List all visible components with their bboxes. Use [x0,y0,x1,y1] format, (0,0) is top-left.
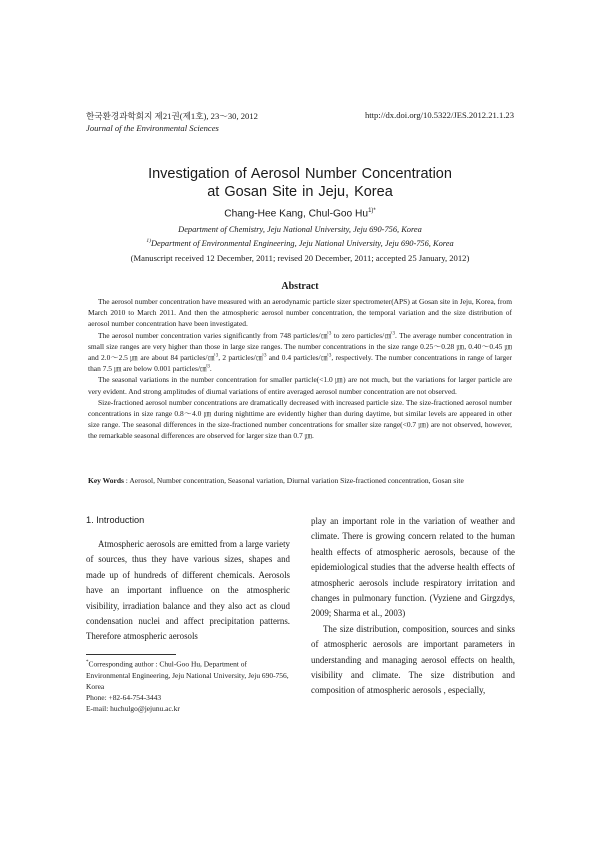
body-column-right [311,514,515,699]
author-marker: 1)* [368,208,376,214]
abstract-body [88,296,512,442]
paper-title [60,165,540,201]
footnote-author-affiliation: Corresponding author : Chul-Goo Hu, Department of Environmental Engineering, Jeju National University, Jeju 690-756, Korea [86,659,289,691]
section-heading-introduction: 1. Introduction [86,515,145,525]
body-column-left [86,537,290,645]
affiliation-1-text: Department of Chemistry, Jeju National University, Jeju 690-756, Korea [178,225,422,234]
superscript-3: 3 [207,364,210,370]
author-names: Chang-Hee Kang, Chul-Goo Hu [224,208,369,220]
keywords-text: : Aerosol, Number concentration, Seasonal variation, Diurnal variation Size-fractioned concentration, Gosan site [123,476,464,485]
running-header-left [86,110,258,134]
author-list [60,208,540,219]
manuscript-dates: (Manuscript received 12 December, 2011; revised 20 December, 2011; accepted 25 January, 2012) [130,253,470,263]
abstract-p2-part-d: , 2 particles/㎤ [218,353,264,363]
keywords-label: Key Words [88,476,124,485]
abstract-paragraph-4: Size-fractioned aerosol number concentrations are dramatically decreased with increased particle size. The size-fractioned aerosol number concentrations in size range 0.8～4.0 ㎛ during nighttime are evidently higher than during daytime, but similar levels are appeared in other size range. The seasonal differences in the size-fractioned number concentrations for smaller size range(<0.7 ㎛) are not observed, however, the remarkable seasonal differences are observed for larger size than 0.7 ㎛. [88,397,512,441]
affiliation-2-text: Department of Environmental Engineering, Jeju National University, Jeju 690-756, Korea [150,238,454,248]
footnote-marker: * [86,660,89,665]
journal-name: Journal of the Environmental Sciences [86,123,219,133]
superscript-3: 3 [328,353,332,359]
abstract-p2-part-f: , respectively. The number concentrations in range of larger than 7.5 ㎛ are below 0.001 particles/㎤ [88,353,512,374]
abstract-heading: Abstract [281,281,319,292]
affiliation-2-marker: 1) [146,238,151,244]
footnote-email[interactable]: E-mail: huchulgo@jejunu.ac.kr [86,703,180,713]
abstract-p2-part-e: and 0.4 particles/㎤ [266,353,329,363]
journal-korean-citation: 한국환경과학회지 제21권(제1호), 23～30, 2012 [86,111,258,121]
doi-link[interactable]: http://dx.doi.org/10.5322/JES.2012.21.1.23 [364,110,514,120]
intro-paragraph-1-continued: play an important role in the variation of weather and climate. There is growing concern related to the human health effects of atmospheric aerosols, because of the epidemiological studies that the adverse health effects of atmospheric aerosols include respiratory irritation and changes in pulmonary function. (Vyziene and Girgzdys, 2009; Sharma et al., 2003) [311,516,515,619]
intro-paragraph-1: Atmospheric aerosols are emitted from a large variety of sources, thus they have various sizes, shapes and made up of hundreds of different chemicals. Aerosols have an important influence on the atmospheric visibility, irradiation balance and they also act as cloud condensation nuclei and affect precipitation patterns. Therefore atmospheric aerosols [86,539,290,642]
abstract-p2-part-c: . The average number concentration in small size ranges are very higher than those in large size ranges. The number concentrations in the size range 0.25～0.28 ㎛, 0.40～0.45 ㎛ and 2.0～2.5 ㎛ are about 84 particles/㎤ [88,330,513,363]
abstract-p2-part-b: to zero particles/㎤ [331,330,393,340]
abstract-p2-part-g: . [209,364,212,374]
footnote-phone: Phone: +82-64-754-3443 [86,692,162,702]
title-line-2: at Gosan Site in Jeju, Korea [207,184,393,200]
abstract-paragraph-1: The aerosol number concentration have measured with an aerodynamic particle sizer spectrometer(APS) at Gosan site in Jeju, Korea, from March 2010 to March 2011. And then the atmospheric aerosol number concentration, the temporal variation and the size distribution of aerosol number concentration have been investigated. [88,297,512,329]
abstract-paragraph-2 [88,330,512,375]
keywords [88,476,512,485]
abstract-paragraph-3: The seasonal variations in the number concentration for smaller particle(<1.0 ㎛) are not much, but the variations for larger particle are very evident. And strong amplitudes of diurnal variations of entire averaged aerosol number concentration are not observed. [88,375,512,396]
superscript-3: 3 [263,353,267,359]
footnote-line-1 [86,657,292,692]
abstract-p2-part-a: The aerosol number concentration varies significantly from 748 particles/㎤ [98,330,329,340]
affiliation-2 [60,238,540,248]
intro-paragraph-2: The size distribution, composition, sources and sinks of atmospheric aerosols are important parameters in understanding and managing aerosol effects on health, visibility and climate. The size distribution and composition of atmospheric aerosols , especially, [311,623,515,696]
superscript-3: 3 [392,331,396,337]
affiliation-1 [60,225,540,234]
superscript-3: 3 [215,353,219,359]
footnote-divider [86,654,176,655]
corresponding-author-footnote [86,657,292,714]
title-line-1: Investigation of Aerosol Number Concentration [148,166,452,182]
superscript-3: 3 [328,331,332,337]
